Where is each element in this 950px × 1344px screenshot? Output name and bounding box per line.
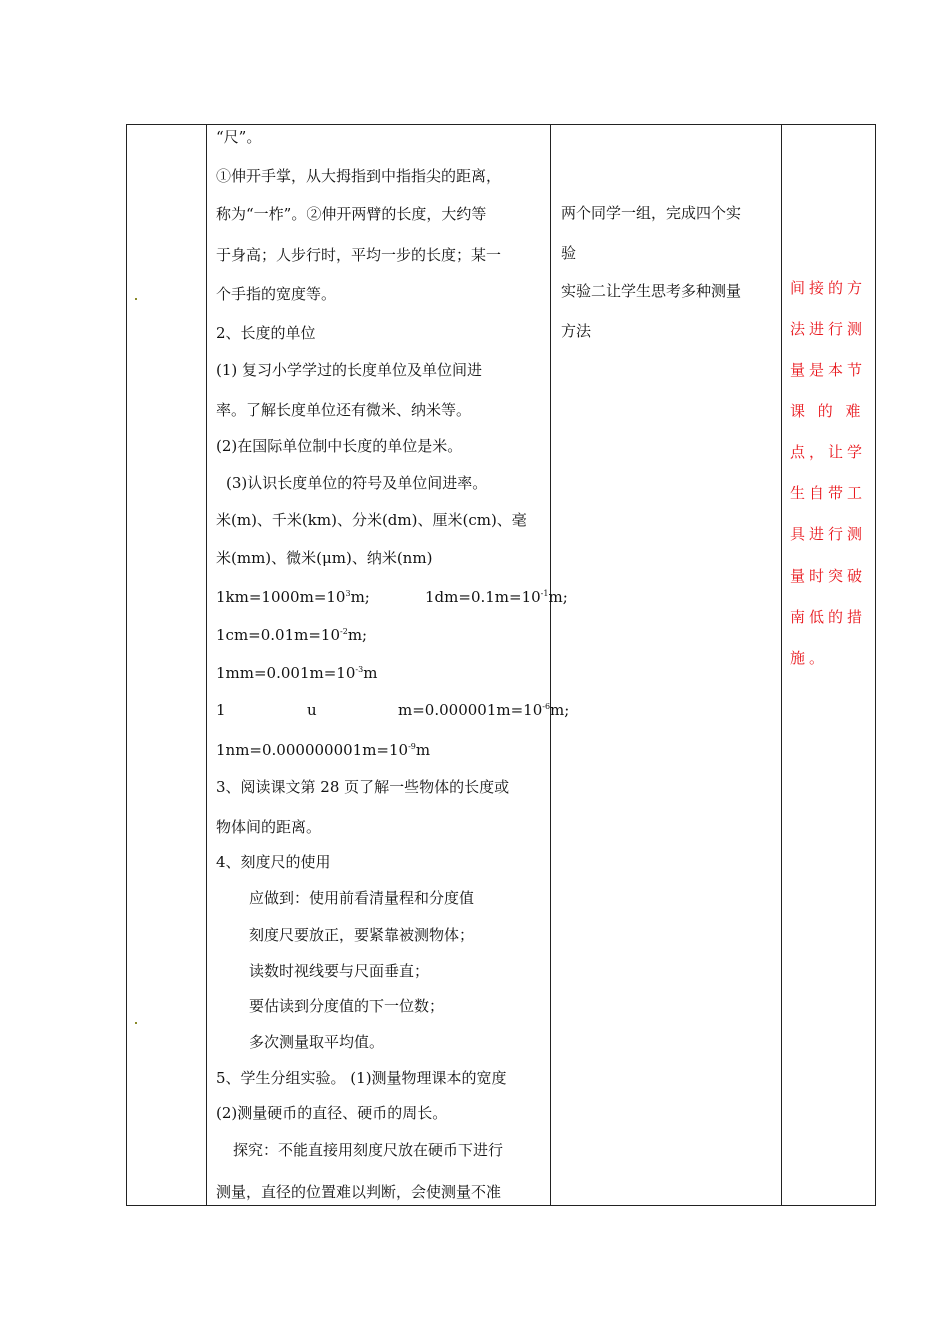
heading-ruler-usage: 4、刻度尺的使用 (216, 853, 331, 871)
design-note-line-10: 施。 (790, 649, 829, 667)
para-1-line-2: 称为“一柞”。②伸开两臂的长度，大约等 (216, 205, 487, 223)
column-divider-1 (206, 124, 207, 1206)
para-1-line-3: 于身高；人步行时，平均一步的长度；某一 (216, 246, 502, 264)
unit-list-line-1: 米(m)、千米(km)、分米(dm)、厘米(cm)、毫 (216, 511, 527, 529)
margin-dot-1 (135, 298, 137, 300)
design-note-line-1: 间接的方 (790, 279, 867, 297)
para-1-line-4: 个手指的宽度等。 (216, 285, 337, 303)
design-note-line-3: 量是本节 (790, 361, 867, 379)
formula-um: $m=0.000001m=10^{-6}m$; (398, 701, 570, 719)
heading-group-experiment: 5、学生分组实验。 (1)测量物理课本的宽度 (216, 1069, 507, 1087)
units-item-2: (2)在国际单位制中长度的单位是米。 (216, 437, 463, 455)
design-note-line-8: 量时突破 (790, 567, 867, 585)
student-activity-line-1: 两个同学一组，完成四个实 (561, 204, 742, 222)
design-note-line-9: 南低的措 (790, 608, 867, 626)
student-activity-line-2: 验 (561, 244, 577, 262)
design-note-line-5: 点，让学 (790, 443, 867, 461)
ruler-rule-2: 刻度尺要放正，要紧靠被测物体； (249, 926, 475, 944)
formula-um-lead: 1 (216, 701, 226, 719)
design-note-line-7: 具进行测 (790, 525, 867, 543)
intro-line: “尺”。 (216, 128, 262, 146)
unit-list-line-2: 米(mm)、微米(μm)、纳米(nm) (216, 549, 433, 567)
column-divider-2 (550, 124, 551, 1206)
heading-units: 2、长度的单位 (216, 324, 316, 342)
student-activity-line-4: 方法 (561, 322, 592, 340)
explore-line-1: 探究：不能直接用刻度尺放在硬币下进行 (233, 1141, 504, 1159)
explore-line-2: 测量，直径的位置难以判断，会使测量不准 (216, 1183, 502, 1201)
units-item-1-line-2: 率。了解长度单位还有微米、纳米等。 (216, 401, 472, 419)
formula-nm: $1nm=0.000000001m=10^{-9}m$ (216, 741, 431, 759)
ruler-rule-5: 多次测量取平均值。 (249, 1033, 385, 1051)
heading-reading-line-2: 物体间的距离。 (216, 818, 322, 836)
units-item-1-line-1: (1) 复习小学学过的长度单位及单位间进 (216, 361, 483, 379)
formula-cm: $1cm=0.01m=10^{-2}m$; (216, 626, 368, 644)
experiment-line-2: (2)测量硬币的直径、硬币的周长。 (216, 1104, 448, 1122)
formula-km: $1km=1000m=10^3m$; (216, 588, 370, 606)
ruler-rule-3: 读数时视线要与尺面垂直； (249, 962, 430, 980)
formula-um-symbol: u (307, 701, 317, 719)
student-activity-line-3: 实验二让学生思考多种测量 (561, 282, 742, 300)
para-1-line-1: ①伸开手掌，从大拇指到中指指尖的距离， (216, 167, 502, 185)
formula-dm: $1dm=0.1m=10^{-1}m$; (425, 588, 568, 606)
design-note-line-6: 生自带工 (790, 484, 867, 502)
ruler-rule-4: 要估读到分度值的下一位数； (249, 997, 445, 1015)
formula-mm: $1mm=0.001m=10^{-3}m$ (216, 664, 378, 682)
heading-reading-line-1: 3、阅读课文第 28 页了解一些物体的长度或 (216, 778, 510, 796)
units-item-3: (3)认识长度单位的符号及单位间进率。 (226, 474, 488, 492)
ruler-rule-1: 应做到：使用前看清量程和分度值 (249, 889, 475, 907)
margin-dot-2 (135, 1022, 137, 1024)
design-note-line-2: 法进行测 (790, 320, 867, 338)
design-note-line-4: 课 的 难 (790, 402, 865, 420)
column-divider-3 (781, 124, 782, 1206)
